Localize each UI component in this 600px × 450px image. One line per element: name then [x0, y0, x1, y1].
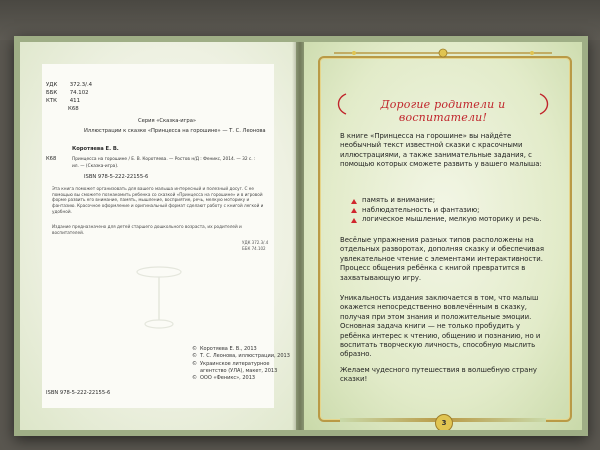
intro-paragraph: В книге «Принцесса на горошине» вы найдёте необычный текст известной сказки с красочными иллюстрациями, а также занимательные задания, с помощью которых сможете развить у вашего малыша: — [340, 132, 542, 169]
udk-row — [46, 82, 92, 89]
illustrations-line: Иллюстрации к сказке «Принцесса на горошине» — Т. С. Леонова — [84, 128, 266, 134]
page-title: Дорогие родители и воспитатели! — [380, 98, 506, 124]
annotation-paragraph-2: Издание предназначено для детей старшего дошкольного возраста, их родителей и воспитателей. — [52, 224, 242, 235]
isbn-bottom: ISBN 978-5-222-22155-6 — [46, 390, 111, 396]
copyright-item: © Украинское литературное агентство (УЛА), макет, 2013 — [192, 361, 292, 376]
uniqueness-paragraph: Уникальность издания заключается в том, что малыш окажется непосредственно вовлечённым в сказку, получая при этом знания и положительные эмоции. Основная задача книги — не только пробудить у ребёнка интерес к чтению, общению и познанию, но и воспитать творческую личность, способную мыслить образно. — [340, 294, 541, 359]
series-line: Серия «Сказка-игра» — [138, 118, 197, 124]
skills-list — [350, 196, 550, 225]
exercises-paragraph: Весёлые упражнения разных типов расположены на отдельных разворотах, дополняя сказку и обеспечивая увлекательное чтение с элементами интерактивности. Процесс общения ребёнка с книгой превратится в захватывающую игру. — [340, 236, 544, 282]
right-page — [304, 42, 582, 430]
faint-table-watermark — [134, 262, 184, 332]
bbk-value: 74.102 — [69, 90, 89, 96]
list-item: память и внимание; — [350, 196, 550, 206]
copyright-item: © ООО «Феникс», 2013 — [192, 375, 292, 382]
bbk-label: ББК — [46, 90, 58, 96]
bbk-small: ББК 74.102 — [242, 246, 266, 251]
red-flourish-left-icon — [334, 92, 348, 116]
bib-line-2: ил. — (Сказка-игра). — [72, 164, 119, 169]
index-code: К68 — [68, 106, 79, 112]
list-item: наблюдательность и фантазию; — [350, 206, 550, 216]
copyright-item: © Т. С. Леонова, иллюстрации, 2013 — [192, 353, 292, 360]
bbk-row — [46, 90, 89, 97]
udk-value: 372.3/.4 — [69, 82, 93, 88]
ktk-label: КТК — [46, 98, 57, 104]
author-name: Коротяева Е. В. — [72, 146, 119, 152]
isbn-top: ISBN 978-5-222-22155-6 — [84, 174, 149, 180]
index-code-2: К68 — [46, 156, 57, 162]
bib-line-1: Принцесса на горошине / Е. В. Коротяева. — Ростов н/Д : Феникс, 2014. — 32 с. : — [72, 157, 256, 162]
ktk-value: 411 — [69, 98, 81, 104]
open-book — [14, 36, 588, 436]
table-background — [0, 0, 600, 40]
ktk-row — [46, 98, 80, 105]
left-page — [20, 42, 296, 430]
red-flourish-right-icon — [538, 92, 552, 116]
wish-paragraph: Желаем чудесного путешествия в волшебную страну сказки! — [340, 366, 537, 384]
copyright-list — [192, 346, 292, 382]
list-item: логическое мышление, мелкую моторику и речь. — [350, 215, 550, 225]
annotation-paragraph-1: Эта книга поможет организовать для вашего малыша интересный и полезный досуг. С ее помощью вы сможете познакомить ребенка со сказкой «Принцесса на горошине» и в игровой форме развить его внимание, память, мышление, восприятие, речь, мелкую моторику и фантазию. Красочное оформление и оригинальный формат сделают работу с книгой легкой и удобной. — [52, 186, 264, 214]
ornament-top-icon — [334, 48, 552, 58]
page-number: 3 — [435, 414, 453, 430]
udk-label: УДК — [46, 82, 58, 88]
copyright-item: © Коротяева Е. В., 2013 — [192, 346, 292, 353]
udk-small: УДК 372.3/.4 — [242, 240, 269, 245]
